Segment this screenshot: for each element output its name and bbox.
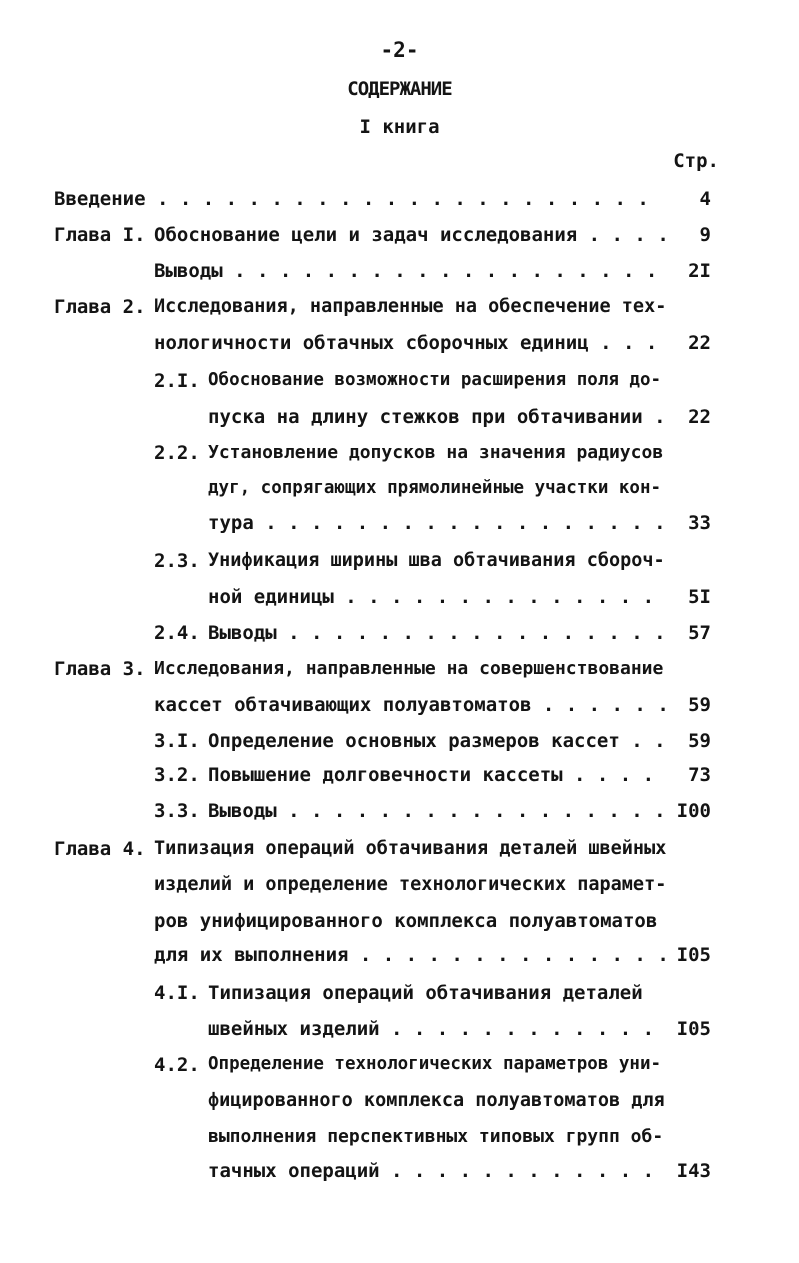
toc-section-number: 3.I. [154,730,200,752]
toc-line [0,478,799,508]
toc-entry-text: для их выполнения . . . . . . . . . . . . . . [154,944,669,966]
toc-entry-text: Исследования, направленные на совершенствование [154,658,664,679]
toc-line [0,260,799,290]
toc-section-number: 2.4. [154,622,200,644]
toc-line [0,694,799,724]
toc-entry-text: Типизация операций обтачивания деталей [208,982,643,1004]
page-column-header: Стр. [673,150,719,172]
toc-entry-text: пуска на длину стежков при обтачивании . [208,406,666,428]
toc-line [0,332,799,362]
toc-line [0,982,799,1012]
toc-entry-text: Выводы . . . . . . . . . . . . . . . . . [208,622,666,644]
toc-line [0,764,799,794]
toc-section-number: 4.I. [154,982,200,1004]
toc-entry-text: выполнения перспективных типовых групп об- [208,1126,664,1147]
toc-section-number: 2.2. [154,442,200,464]
toc-line [0,188,799,218]
toc-entry-text: Введение . . . . . . . . . . . . . . . . . . . . . . [54,188,649,210]
toc-line [0,586,799,616]
toc-entry-text: тачных операций . . . . . . . . . . . . [208,1160,655,1182]
toc-line [0,1160,799,1190]
toc-page-number: I00 [676,800,711,822]
toc-chapter-label: Глава 3. [54,658,146,680]
toc-line [0,370,799,400]
toc-page-number: I43 [676,1160,711,1182]
toc-entry-text: швейных изделий . . . . . . . . . . . . [208,1018,655,1040]
toc-page-number: I05 [676,944,711,966]
toc-entry-text: фицированного комплекса полуавтоматов для [208,1090,665,1111]
toc-entry-text: ной единицы . . . . . . . . . . . . . . [208,586,655,608]
toc-line [0,1018,799,1048]
toc-entry-text: Повышение долговечности кассеты . . . . [208,764,655,786]
toc-page-number: 59 [688,730,711,752]
toc-page-number: 57 [688,622,711,644]
page-title: СОДЕРЖАНИЕ [347,78,452,100]
toc-page-number: 9 [699,224,711,246]
toc-line [0,730,799,760]
toc-entry-text: Унификация ширины шва обтачивания сбороч- [208,550,665,571]
toc-entry-text: дуг, сопрягающих прямолинейные участки кон- [208,478,662,498]
toc-line [0,910,799,940]
toc-line [0,406,799,436]
toc-section-number: 2.I. [154,370,200,392]
toc-entry-text: изделий и определение технологических парамет- [154,874,667,895]
toc-chapter-label: Глава 4. [54,838,146,860]
toc-page-number: 5I [688,586,711,608]
toc-entry-text: нологичности обтачных сборочных единиц . . . [154,332,658,354]
toc-line [0,512,799,542]
toc-page-number: 22 [688,406,711,428]
toc-entry-text: Определение основных размеров кассет . . [208,730,666,752]
toc-line [0,1054,799,1084]
toc-page-number: 2I [688,260,711,282]
toc-entry-text: Выводы . . . . . . . . . . . . . . . . . . . [154,260,658,282]
toc-chapter-label: Глава I. [54,224,146,246]
toc-line [0,1090,799,1120]
toc-page-number: I05 [676,1018,711,1040]
toc-page-number: 59 [688,694,711,716]
toc-line [0,800,799,830]
toc-line [0,658,799,688]
toc-entry-text: Типизация операций обтачивания деталей швейных [154,838,667,859]
toc-line [0,224,799,254]
toc-entry-text: Определение технологических параметров уни- [208,1054,662,1074]
toc-section-number: 3.3. [154,800,200,822]
toc-section-number: 4.2. [154,1054,200,1076]
toc-line [0,874,799,904]
toc-page-number: 73 [688,764,711,786]
toc-entry-text: ров унифицированного комплекса полуавтоматов [154,910,658,932]
toc-section-number: 2.3. [154,550,200,572]
toc-entry-text: кассет обтачивающих полуавтоматов . . . . . . [154,694,669,716]
toc-entry-text: тура . . . . . . . . . . . . . . . . . . [208,512,666,534]
toc-line [0,296,799,326]
toc-line [0,550,799,580]
toc-page-number: 22 [688,332,711,354]
toc-page-number: 33 [688,512,711,534]
toc-entry-text: Обоснование цели и задач исследования . . . . [154,224,669,246]
toc-entry-text: Исследования, направленные на обеспечение тех- [154,296,667,317]
toc-chapter-label: Глава 2. [54,296,146,318]
toc-line [0,442,799,472]
toc-entry-text: Обоснование возможности расширения поля до- [208,370,662,390]
page-number: -2- [380,38,419,62]
toc-line [0,838,799,868]
toc-line [0,944,799,974]
toc-line [0,622,799,652]
toc-entry-text: Установление допусков на значения радиусов [208,442,664,463]
toc-page-number: 4 [699,188,711,210]
book-subtitle: I книга [359,116,440,138]
toc-entry-text: Выводы . . . . . . . . . . . . . . . . . [208,800,666,822]
toc-line [0,1126,799,1156]
toc-section-number: 3.2. [154,764,200,786]
